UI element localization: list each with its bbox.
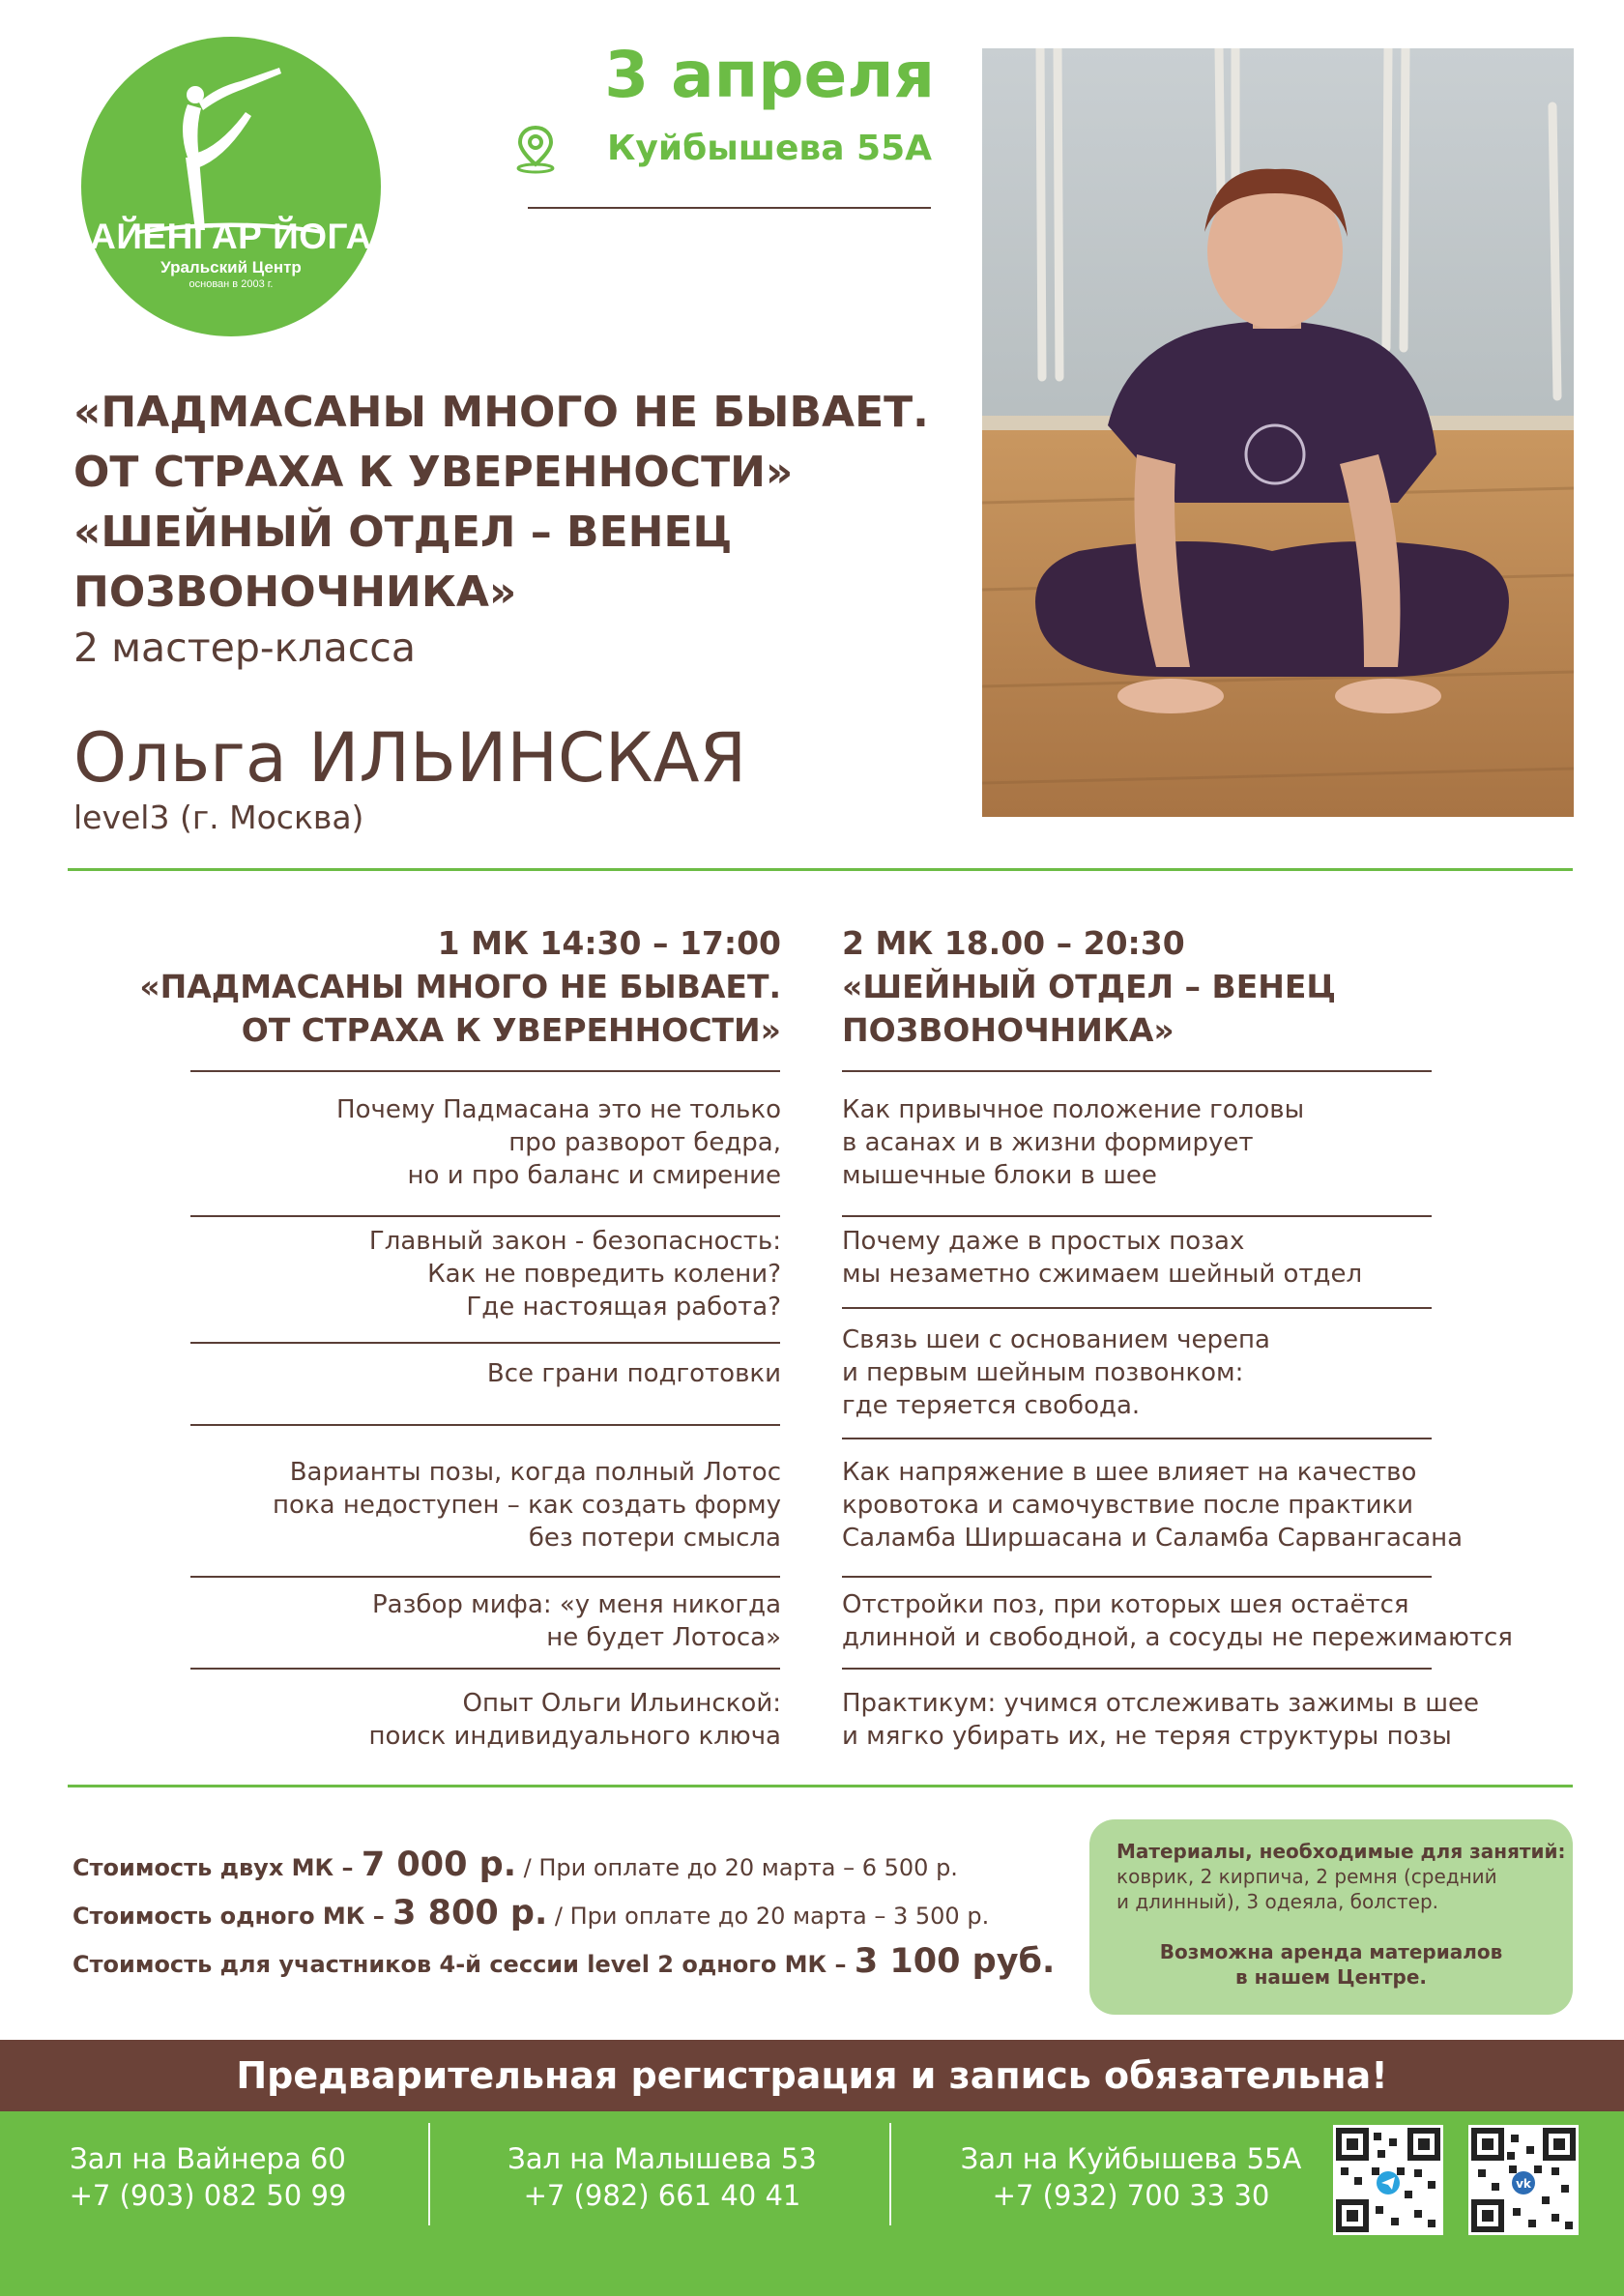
mk1-item-line: Опыт Ольги Ильинской:	[462, 1689, 781, 1718]
materials-rent: Возможна аренда материалов	[1159, 1940, 1503, 1963]
materials-title: Материалы, необходимые для занятий:	[1116, 1840, 1566, 1863]
mk2-item-line: Отстройки поз, при которых шея остаётся	[842, 1590, 1409, 1619]
event-address: Куйбышева 55А	[606, 129, 932, 168]
hall-name: Зал на Куйбышева 55А	[960, 2142, 1302, 2175]
hall-phone[interactable]: +7 (982) 661 40 41	[523, 2179, 801, 2212]
divider	[842, 1070, 1432, 1072]
divider	[190, 1342, 780, 1344]
hall-kuibysheva	[928, 2140, 1334, 2214]
registration-banner: Предварительная регистрация и запись обязательна!	[0, 2040, 1624, 2111]
event-title-line: ОТ СТРАХА К УВЕРЕННОСТИ»	[73, 448, 794, 497]
event-title-line: ПОЗВОНОЧНИКА»	[73, 567, 517, 617]
price-label: Стоимость для участников 4-й сессии level 2 одного МК –	[72, 1951, 855, 1978]
yoga-pose-icon	[81, 37, 381, 336]
teacher-level: level3 (г. Москва)	[73, 799, 364, 836]
vk-qr-code[interactable]	[1468, 2125, 1579, 2235]
mk2-title-line: «ШЕЙНЫЙ ОТДЕЛ – ВЕНЕЦ	[842, 968, 1337, 1005]
price-value: 3 800 р.	[392, 1894, 548, 1933]
materials-rent: в нашем Центре.	[1234, 1965, 1428, 1989]
contacts-footer	[0, 2111, 1624, 2296]
materials-line: коврик, 2 кирпича, 2 ремня (средний	[1116, 1865, 1497, 1888]
materials-line: и длинный), 3 одеяла, болстер.	[1116, 1890, 1439, 1913]
price-label: Стоимость двух МК –	[72, 1854, 362, 1881]
logo-since: основан в 2003 г.	[188, 278, 274, 290]
mk1-item-line: про разворот бедра,	[508, 1128, 781, 1157]
divider	[842, 1307, 1432, 1309]
mk2-item-line: и первым шейным позвонком:	[842, 1358, 1244, 1387]
mk2-item-line: и мягко убирать их, не теряя структуры позы	[842, 1722, 1452, 1751]
mk1-title-line: ОТ СТРАХА К УВЕРЕННОСТИ»	[241, 1011, 781, 1049]
price-line	[72, 1942, 1055, 1984]
mk2-item-line: Почему даже в простых позах	[842, 1227, 1245, 1256]
divider	[190, 1424, 780, 1426]
mk2-item-line: Как привычное положение головы	[842, 1095, 1305, 1124]
divider	[842, 1668, 1432, 1670]
mk1-item-line: Главный закон - безопасность:	[368, 1227, 781, 1256]
divider	[528, 207, 931, 209]
mk1-item-line: Как не повредить колени?	[427, 1260, 781, 1289]
qr-vk-icon	[1468, 2125, 1579, 2235]
divider	[842, 1576, 1432, 1578]
mk1-item-line: Разбор мифа: «у меня никогда	[372, 1590, 781, 1619]
price-line	[72, 1894, 989, 1935]
event-title-line: «ПАДМАСАНЫ МНОГО НЕ БЫВАЕТ.	[73, 388, 929, 437]
qr-telegram-icon	[1333, 2125, 1443, 2235]
mk2-item-line: Как напряжение в шее влияет на качество	[842, 1458, 1417, 1487]
price-line	[72, 1846, 958, 1887]
mk1-item-line: Где настоящая работа?	[466, 1293, 781, 1322]
mk2-item-line: Связь шеи с основанием черепа	[842, 1325, 1270, 1354]
mk2-time: 2 МК 18.00 – 20:30	[842, 924, 1185, 962]
svg-text:vk: vk	[1516, 2177, 1531, 2191]
mk2-item-line: Саламба Ширшасана и Саламба Сарвангасана	[842, 1524, 1464, 1553]
divider	[190, 1070, 780, 1072]
divider	[190, 1576, 780, 1578]
hall-name: Зал на Вайнера 60	[70, 2142, 346, 2175]
event-title-line: «ШЕЙНЫЙ ОТДЕЛ – ВЕНЕЦ	[73, 508, 733, 557]
mk2-item-line: мы незаметно сжимаем шейный отдел	[842, 1260, 1363, 1289]
mk2-item-line: мышечные блоки в шее	[842, 1161, 1157, 1190]
mk1-item-line: не будет Лотоса»	[546, 1623, 781, 1652]
mk1-time: 1 МК 14:30 – 17:00	[437, 924, 781, 962]
divider	[190, 1215, 780, 1217]
hall-name: Зал на Малышева 53	[508, 2142, 817, 2175]
price-label: Стоимость одного МК –	[72, 1903, 393, 1930]
teacher-name: Ольга ИЛЬИНСКАЯ	[73, 718, 747, 798]
hall-vainera	[39, 2140, 377, 2214]
divider	[889, 2123, 891, 2225]
divider	[842, 1438, 1432, 1439]
event-subtitle: 2 мастер-класса	[73, 625, 416, 671]
mk2-item-line: где теряется свобода.	[842, 1391, 1141, 1420]
mk1-item-line: но и про баланс и смирение	[407, 1161, 781, 1190]
mk2-item-line: длинной и свободной, а сосуды не пережимаются	[842, 1623, 1513, 1652]
price-note: / При оплате до 20 марта – 3 500 р.	[547, 1903, 990, 1930]
mk2-item-line: Практикум: учимся отслеживать зажимы в шее	[842, 1689, 1480, 1718]
mk1-item-line: Почему Падмасана это не только	[336, 1095, 781, 1124]
mk1-item-line: поиск индивидуального ключа	[368, 1722, 781, 1751]
mk2-item-line: кровотока и самочувствие после практики	[842, 1491, 1414, 1520]
mk1-item-line: Варианты позы, когда полный Лотос	[289, 1458, 781, 1487]
mk2-title-line: ПОЗВОНОЧНИКА»	[842, 1011, 1174, 1049]
price-value: 7 000 р.	[361, 1846, 517, 1884]
event-date: 3 апреля	[604, 38, 935, 112]
price-value: 3 100 руб.	[854, 1942, 1056, 1981]
logo	[81, 37, 381, 336]
telegram-qr-code[interactable]	[1333, 2125, 1443, 2235]
location-pin-icon	[508, 122, 563, 176]
divider	[842, 1215, 1432, 1217]
divider	[428, 2123, 430, 2225]
mk1-item-line: пока недоступен – как создать форму	[273, 1491, 781, 1520]
mk2-item-line: в асанах и в жизни формирует	[842, 1128, 1254, 1157]
mk1-item-line: Все грани подготовки	[486, 1359, 781, 1388]
hall-phone[interactable]: +7 (903) 082 50 99	[69, 2179, 347, 2212]
mk1-title-line: «ПАДМАСАНЫ МНОГО НЕ БЫВАЕТ.	[139, 968, 781, 1005]
logo-subtitle: Уральский Центр	[160, 258, 302, 276]
hall-phone[interactable]: +7 (932) 700 33 30	[992, 2179, 1270, 2212]
logo-title: АЙЕНГАР ЙОГА	[90, 217, 372, 256]
teacher-photo	[982, 48, 1574, 817]
divider	[68, 868, 1573, 871]
hall-malysheva	[474, 2140, 851, 2214]
divider	[68, 1785, 1573, 1787]
mk1-item-line: без потери смысла	[528, 1524, 781, 1553]
materials-box	[1089, 1819, 1573, 2015]
price-note: / При оплате до 20 марта – 6 500 р.	[516, 1854, 958, 1881]
divider	[190, 1668, 780, 1670]
